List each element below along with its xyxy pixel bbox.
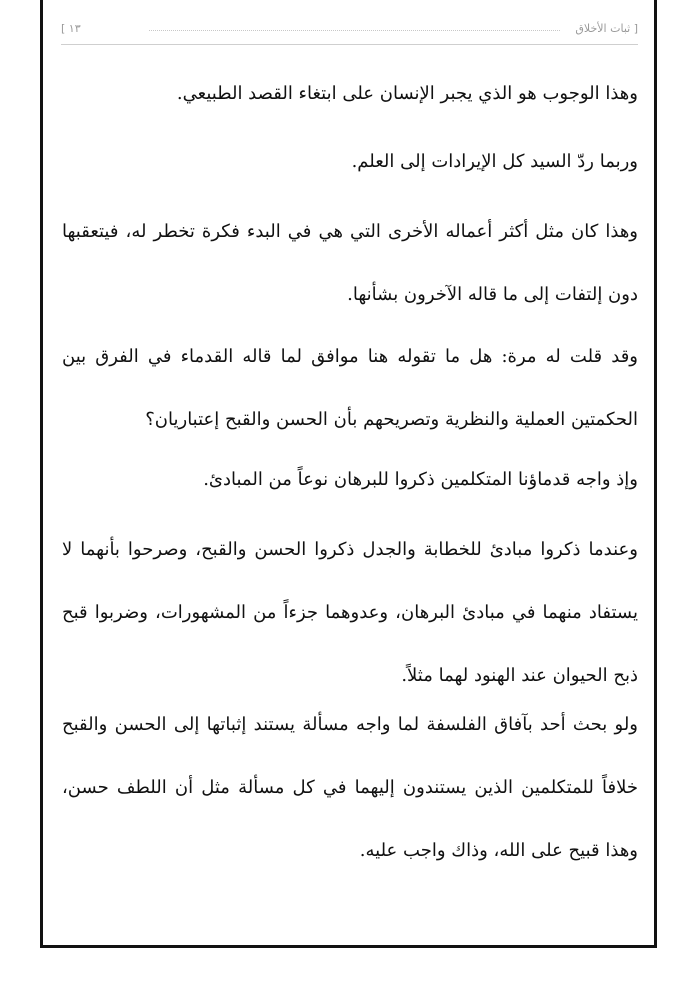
paragraph-5: وإذ واجه قدماؤنا المتكلمين ذكروا للبرهان نوعاً من المبادئ. bbox=[203, 469, 638, 490]
paragraph-1: وهذا الوجوب هو الذي يجبر الإنسان على ابتغاء القصد الطبيعي. bbox=[176, 83, 638, 104]
header-book-title: [ ثبات الأخلاق bbox=[575, 22, 638, 35]
header-page-number: ١٣ ] bbox=[61, 22, 81, 35]
running-header bbox=[61, 16, 638, 45]
paragraph-7: ولو بحث أحد بآفاق الفلسفة لما واجه مسألة يستند إثباتها إلى الحسن والقبح خلافاً للمتكلمين الذين يستندون إليهما في كل مسألة مثل أن اللطف حسن، وهذا قبيح على الله، وذاك واجب عليه. bbox=[62, 714, 638, 861]
paragraph-3: وهذا كان مثل أكثر أعماله الأخرى التي هي في البدء فكرة تخطر له، فيتعقبها دون إلتفات إلى ما قاله الآخرون بشأنها. bbox=[62, 221, 638, 305]
header-leader-dots bbox=[149, 30, 560, 31]
paragraph-4: وقد قلت له مرة: هل ما تقوله هنا موافق لما قاله القدماء في الفرق بين الحكمتين العملية والنظرية وتصريحهم بأن الحسن والقبح إعتباريان؟ bbox=[62, 346, 638, 430]
paragraph-2: وربما ردّ السيد كل الإيرادات إلى العلم. bbox=[351, 151, 638, 172]
paragraph-6: وعندما ذكروا مبادئ للخطابة والجدل ذكروا الحسن والقبح، وصرحوا بأنهما لا يستفاد منهما في مبادئ البرهان، وعدوهما جزءاً من المشهورات، وضربوا قبح ذبح الحيوان عند الهنود لهما مثلاً. bbox=[62, 539, 638, 686]
